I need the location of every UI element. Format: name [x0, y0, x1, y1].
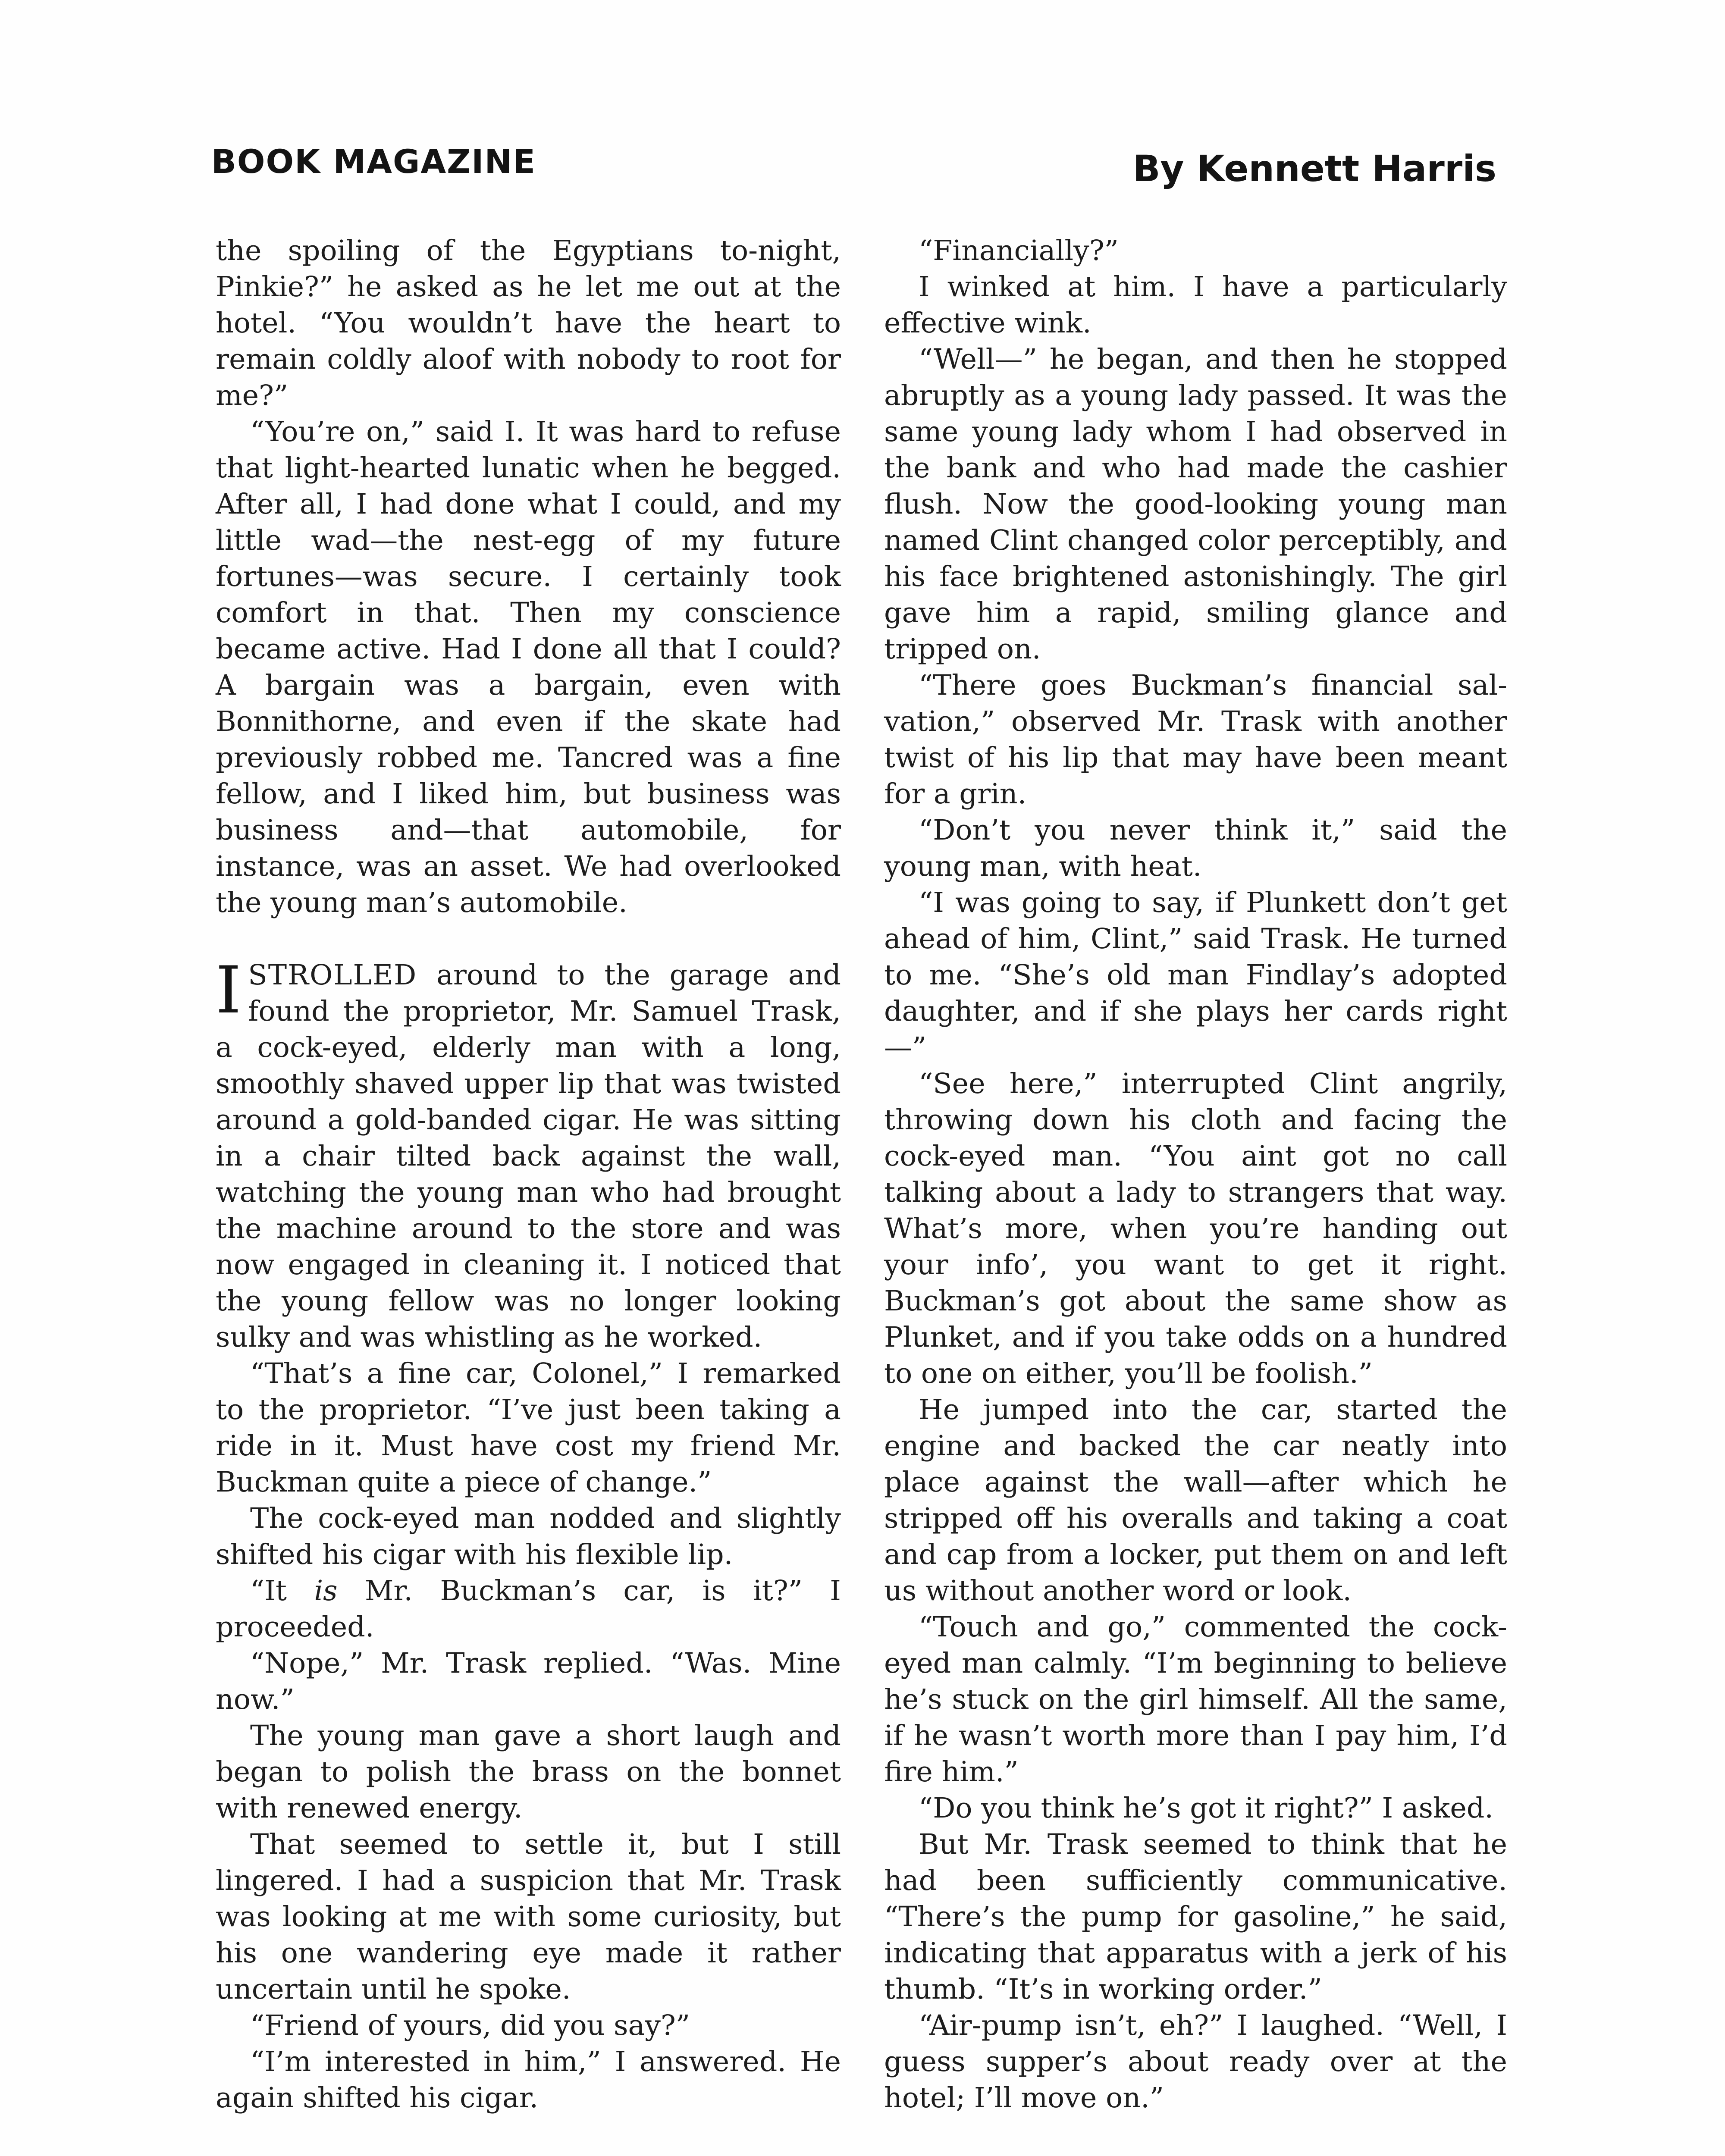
paragraph: “Nope,” Mr. Trask replied. “Was. Mine now.”	[216, 1647, 841, 1716]
paragraph: “You’re on,” said I. It was hard to refuse that light-hearted lunatic when he begged. After all, I had done what I could, and my little wad—the nest-egg of my future fortunes—was secure. I certainly took comfort in that. Then my conscience became active. Had I done all that I could? A bargain was a bargain, even with Bonnithorne, and even if the skate had previously robbed me. Tancred was a fine fellow, and I liked him, but business was business and—that automobile, for instance, was an asset. We had overlooked the young man’s automobile.	[216, 416, 841, 919]
paragraph: “Financially?”	[919, 235, 1119, 267]
paragraph: “I’m interested in him,” I answered. He again shifted his cigar.	[216, 2046, 841, 2114]
paragraph	[216, 1573, 841, 1645]
paragraph: “That’s a fine car, Colonel,” I remarked to the proprietor. “I’ve just been taking a ride in it. Must have cost my friend Mr. Buckman quite a piece of change.”	[216, 1357, 841, 1498]
paragraph: I winked at him. I have a particularly effective wink.	[884, 271, 1507, 339]
paragraph: The cock-eyed man nodded and slightly shifted his cigar with his flexible lip.	[216, 1502, 841, 1571]
paragraph: “Do you think he’s got it right?” I asked.	[919, 1792, 1494, 1824]
paragraph-text: around to the garage and found the proprietor, Mr. Samuel Trask, a cock-eyed, elderly man with a long, smoothly shaved upper lip that was twisted around a gold-banded cigar. He was sitting in a chair tilted back against the wall, watching the young man who had brought the machine around to the store and was now engaged in cleaning it. I noticed that the young fellow was no longer looking sulky and was whistling as he worked.	[216, 959, 841, 1354]
paragraph: “There goes Buckman’s financial salvation,” observed Mr. Trask with another twist of his lip that may have been meant for a grin.	[884, 669, 1507, 810]
paragraph-text: Mr. Buckman’s car, is it?” I proceeded.	[216, 1575, 841, 1643]
paragraph: The young man gave a short laugh and began to polish the brass on the bonnet with renewed energy.	[216, 1720, 841, 1824]
lead-word: STROLLED	[248, 959, 417, 991]
author-byline: By Kennett Harris	[1132, 147, 1496, 190]
paragraph: “Air-pump isn’t, eh?” I laughed. “Well, I guess supper’s about ready over at the hotel; I’ll move on.”	[884, 2009, 1507, 2114]
paragraph: He jumped into the car, started the engine and backed the car neatly into place against the wall—after which he stripped off his overalls and taking a coat and cap from a locker, put them on and left us without another word or look.	[884, 1394, 1507, 1607]
right-column	[884, 233, 1507, 2116]
emphasized-word: is	[314, 1575, 338, 1607]
section-opening-paragraph	[216, 953, 841, 1356]
magazine-title: BOOK MAGAZINE	[211, 142, 536, 181]
paragraph: That seemed to settle it, but I still lingered. I had a suspicion that Mr. Trask was looking at me with some curiosity, but his one wandering eye made it rather uncertain until he spoke.	[216, 1828, 841, 2006]
paragraph: “I was going to say, if Plunkett don’t get ahead of him, Clint,” said Trask. He turned to me. “She’s old man Findlay’s adopted daughter, and if she plays her cards right—”	[884, 887, 1507, 1064]
paragraph: “Well—” he began, and then he stopped abruptly as a young lady passed. It was the same young lady whom I had observed in the bank and who had made the cashier flush. Now the good-looking young man named Clint changed color perceptibly, and his face brightened astonishingly. The girl gave him a rapid, smiling glance and tripped on.	[884, 343, 1507, 665]
section-break	[216, 921, 841, 957]
paragraph: “Don’t you never think it,” said the young man, with heat.	[884, 814, 1507, 883]
paragraph: “Friend of yours, did you say?”	[250, 2009, 690, 2042]
paragraph-text: “It	[250, 1575, 314, 1607]
left-column	[216, 233, 841, 2116]
paragraph: But Mr. Trask seemed to think that he had been sufficiently communicative. “There’s the pump for gasoline,” he said, indicating that apparatus with a jerk of his thumb. “It’s in working order.”	[884, 1828, 1507, 2006]
paragraph: “Touch and go,” commented the cock-eyed man calmly. “I’m beginning to believe he’s stuck on the girl himself. All the same, if he wasn’t worth more than I pay him, I’d fire him.”	[884, 1611, 1507, 1788]
drop-cap: I	[216, 953, 242, 1028]
paragraph: the spoiling of the Egyptians to-night, Pinkie?” he asked as he let me out at the hotel. “You wouldn’t have the heart to remain coldly aloof with nobody to root for me?”	[216, 235, 841, 412]
paragraph: “See here,” interrupted Clint angrily, throwing down his cloth and facing the cock-eyed man. “You aint got no call talking about a lady to strangers that way. What’s more, when you’re handing out your info’, you want to get it right. Buckman’s got about the same show as Plunket, and if you take odds on a hundred to one on either, you’ll be foolish.”	[884, 1068, 1507, 1390]
